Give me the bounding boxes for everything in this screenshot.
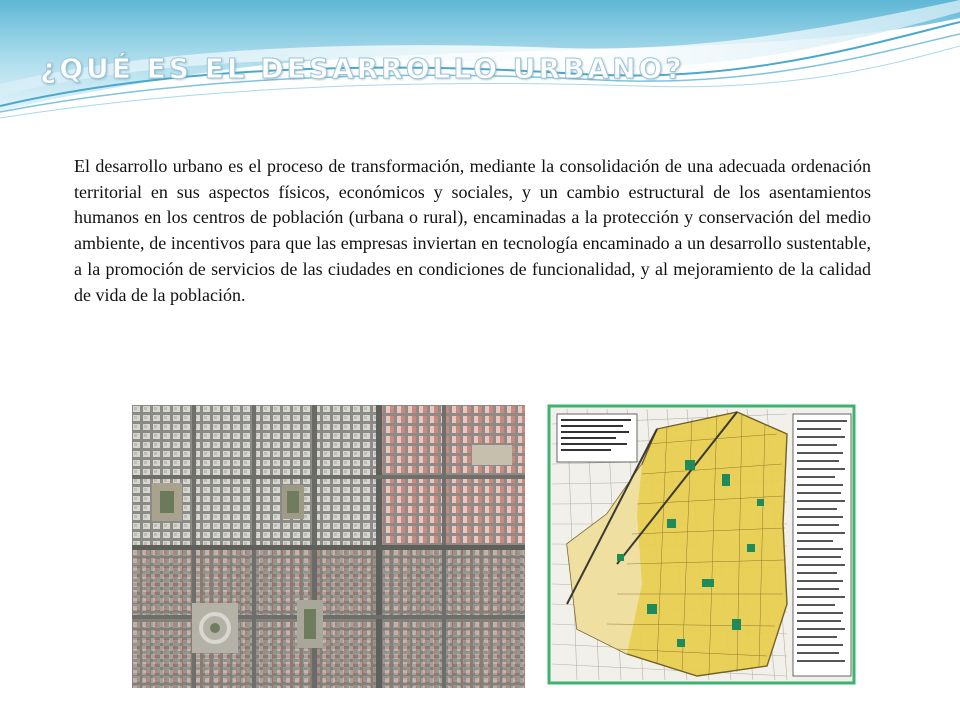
slide-body-text: El desarrollo urbano es el proceso de transformación, mediante la consolidación de una adecuada ordenación territorial en sus aspectos físicos, económicos y sociales, y un cambio estructural de los asentamientos humanos en los centros de población (urbana o rural), encaminadas a la protección y conservación del medio ambiente, de incentivos para que las empresas inviertan en tecnología encaminado a un desarrollo sustentable, a la promoción de servicios de las ciudades en condiciones de funcionalidad, y al mejoramiento de la calidad de vida de la población. <box>74 156 871 305</box>
urban-zoning-map <box>547 404 856 685</box>
aerial-photo <box>132 405 525 688</box>
slide-title: ¿QUÉ ES EL DESARROLLO URBANO? <box>40 52 685 85</box>
